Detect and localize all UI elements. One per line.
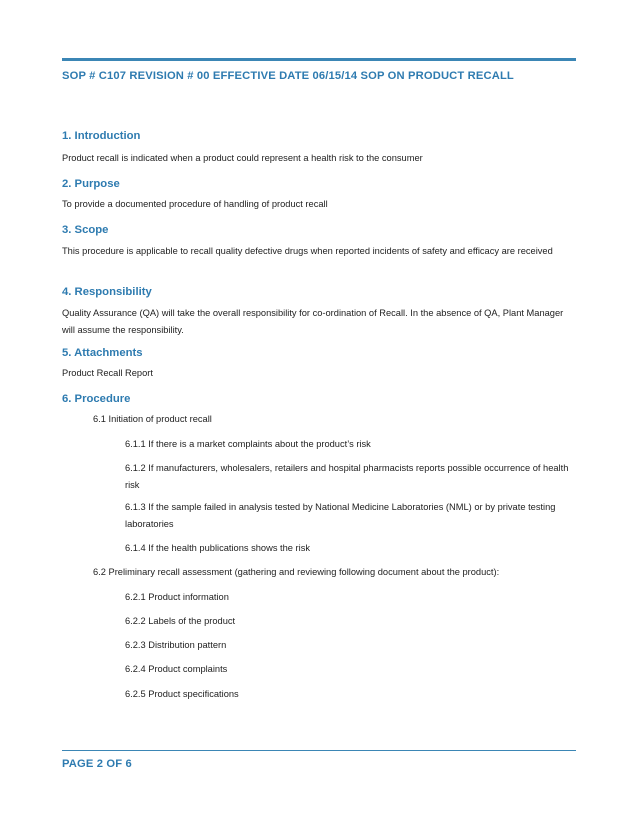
procedure-6-2-label: 6.2 Preliminary recall assessment (gathering and reviewing following document about the product): <box>93 567 500 577</box>
document-header: SOP # C107 REVISION # 00 EFFECTIVE DATE 06/15/14 SOP ON PRODUCT RECALL <box>62 70 514 82</box>
list-item: 6.1.2 If manufacturers, wholesalers, retailers and hospital pharmacists reports possible occurrence of health risk <box>125 463 569 490</box>
procedure-6-1-label: 6.1 Initiation of product recall <box>93 414 212 424</box>
section-heading-purpose: 2. Purpose <box>62 178 120 190</box>
page-number: PAGE 2 OF 6 <box>62 758 132 770</box>
footer-rule <box>62 750 576 751</box>
list-item: 6.1.1 If there is a market complaints about the product’s risk <box>125 439 371 449</box>
section-heading-responsibility: 4. Responsibility <box>62 286 152 298</box>
responsibility-text: Quality Assurance (QA) will take the overall responsibility for co-ordination of Recall. In the absence of QA, Plant Manager will assume the responsibility. <box>62 308 564 335</box>
list-item: 6.1.4 If the health publications shows the risk <box>125 543 311 553</box>
header-rule <box>62 58 576 61</box>
list-item: 6.2.1 Product information <box>125 592 229 602</box>
section-heading-scope: 3. Scope <box>62 224 109 236</box>
scope-text: This procedure is applicable to recall quality defective drugs when reported incidents of safety and efficacy are received <box>62 246 553 256</box>
section-heading-attachments: 5. Attachments <box>62 347 143 359</box>
list-item: 6.2.5 Product specifications <box>125 689 239 699</box>
list-item: 6.2.3 Distribution pattern <box>125 640 227 650</box>
section-heading-procedure: 6. Procedure <box>62 393 131 405</box>
list-item: 6.2.2 Labels of the product <box>125 616 236 626</box>
list-item: 6.2.4 Product complaints <box>125 664 228 674</box>
list-item: 6.1.3 If the sample failed in analysis tested by National Medicine Laboratories (NML) or by private testing laboratories <box>125 502 556 529</box>
introduction-text: Product recall is indicated when a product could represent a health risk to the consumer <box>62 153 423 163</box>
section-heading-introduction: 1. Introduction <box>62 130 141 142</box>
attachments-text: Product Recall Report <box>62 368 153 378</box>
purpose-text: To provide a documented procedure of handling of product recall <box>62 199 328 209</box>
